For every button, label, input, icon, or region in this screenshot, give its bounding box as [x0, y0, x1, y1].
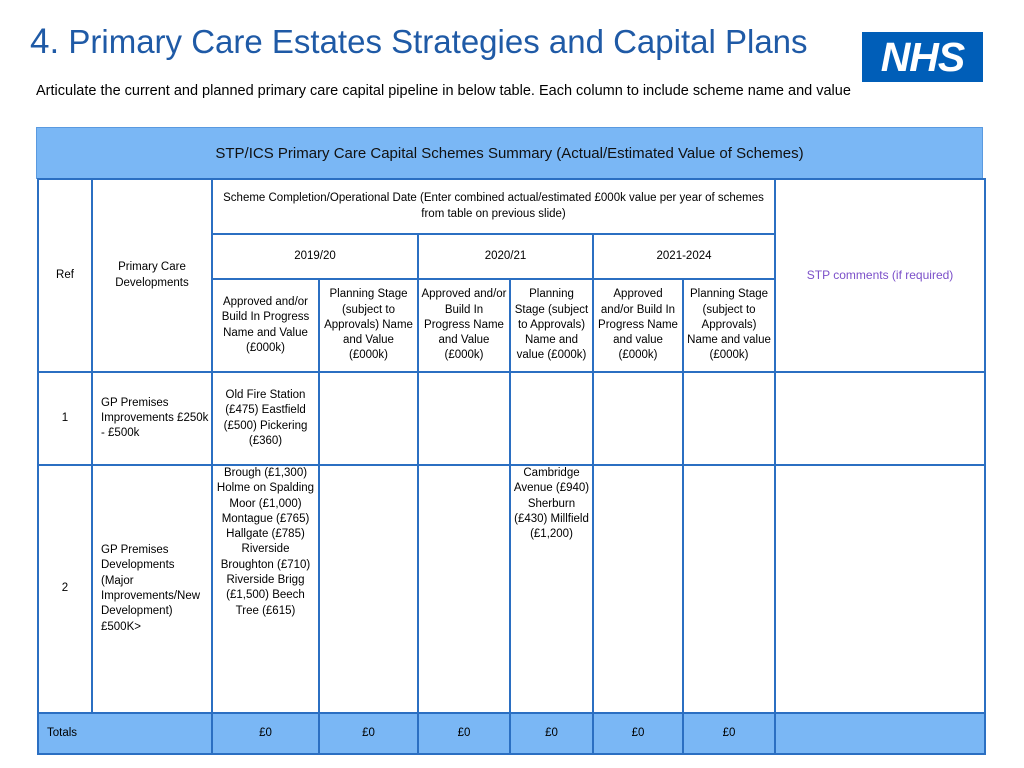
total-value: £0	[212, 713, 319, 754]
table-cell-comments[interactable]	[775, 372, 985, 465]
intro-text: Articulate the current and planned primary care capital pipeline in below table. Each column to include scheme name and value	[36, 83, 851, 99]
subheader-approved-2019: Approved and/or Build In Progress Name and Value (£000k)	[212, 279, 319, 372]
summary-title: STP/ICS Primary Care Capital Schemes Summary (Actual/Estimated Value of Schemes)	[36, 127, 983, 179]
totals-label: Totals	[38, 713, 212, 754]
subheader-planning-2020: Planning Stage (subject to Approvals) Name and value (£000k)	[510, 279, 593, 372]
table-cell[interactable]	[418, 372, 510, 465]
total-value: £0	[418, 713, 510, 754]
title-text: Primary Care Estates Strategies and Capital Plans	[68, 23, 808, 60]
totals-row	[38, 713, 985, 754]
total-value: £0	[510, 713, 593, 754]
subheader-planning-2019: Planning Stage (subject to Approvals) Name and Value (£000k)	[319, 279, 418, 372]
subheader-approved-2021: Approved and/or Build In Progress Name and value (£000k)	[593, 279, 683, 372]
row-ref: 1	[38, 372, 92, 465]
table-cell[interactable]	[683, 465, 775, 713]
table-row	[38, 465, 985, 713]
nhs-logo: NHS	[862, 32, 983, 82]
row-ref: 2	[38, 465, 92, 713]
header-ref: Ref	[38, 179, 92, 372]
page-title	[30, 22, 808, 62]
totals-comments[interactable]	[775, 713, 985, 754]
table-cell[interactable]	[319, 372, 418, 465]
header-year-2019-20: 2019/20	[212, 234, 418, 279]
header-developments: Primary Care Developments	[92, 179, 212, 372]
total-value: £0	[683, 713, 775, 754]
table-cell[interactable]: Old Fire Station (£475) Eastfield (£500) Pickering (£360)	[212, 372, 319, 465]
capital-schemes-table	[37, 178, 986, 755]
subheader-planning-2021: Planning Stage (subject to Approvals) Name and value (£000k)	[683, 279, 775, 372]
total-value: £0	[593, 713, 683, 754]
header-comments: STP comments (if required)	[775, 179, 985, 372]
section-number: 4.	[30, 22, 60, 61]
header-year-2021-2024: 2021-2024	[593, 234, 775, 279]
table-cell[interactable]	[683, 372, 775, 465]
table-cell[interactable]	[510, 372, 593, 465]
table-cell-comments[interactable]	[775, 465, 985, 713]
table-cell[interactable]	[593, 465, 683, 713]
total-value: £0	[319, 713, 418, 754]
header-completion: Scheme Completion/Operational Date (Enter combined actual/estimated £000k value per year of schemes from table on previous slide)	[212, 179, 775, 234]
row-development: GP Premises Developments (Major Improvements/New Development) £500K>	[92, 465, 212, 713]
table-row	[38, 372, 985, 465]
header-year-2020-21: 2020/21	[418, 234, 593, 279]
row-development: GP Premises Improvements £250k - £500k	[92, 372, 212, 465]
table-cell[interactable]	[593, 372, 683, 465]
table-cell[interactable]: Brough (£1,300) Holme on Spalding Moor (£1,000) Montague (£765) Hallgate (£785) Riverside Broughton (£710) Riverside Brigg (£1,500) Beech Tree (£615)	[212, 465, 319, 713]
subheader-approved-2020: Approved and/or Build In Progress Name and Value (£000k)	[418, 279, 510, 372]
table-cell[interactable]	[418, 465, 510, 713]
table-cell[interactable]: Cambridge Avenue (£940) Sherburn (£430) Millfield (£1,200)	[510, 465, 593, 713]
table-cell[interactable]	[319, 465, 418, 713]
